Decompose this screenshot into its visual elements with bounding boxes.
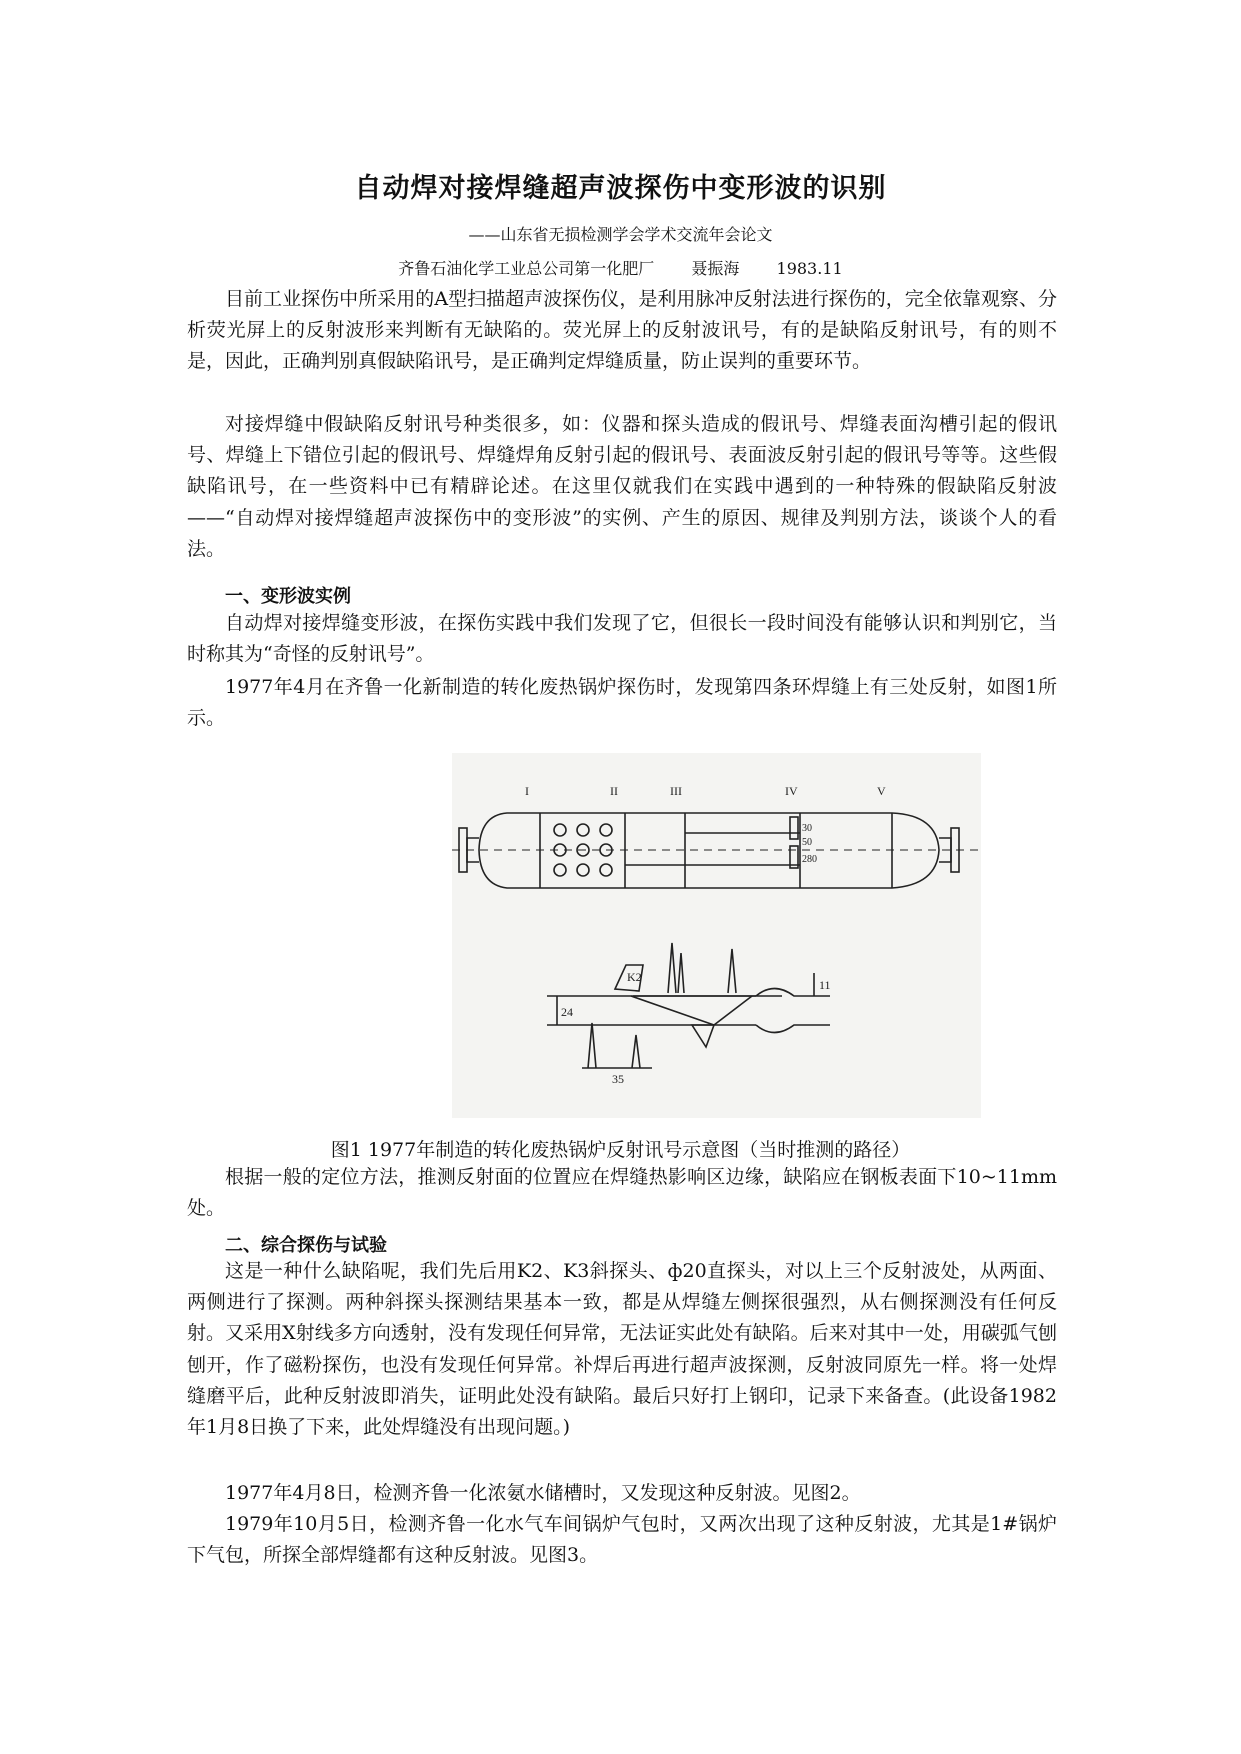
paragraph-case-ammonia: 1977年4月8日，检测齐鲁一化浓氨水储槽时，又发现这种反射波。见图2。 [225, 1482, 861, 1504]
paper-title: 自动焊对接焊缝超声波探伤中变形波的识别 [354, 173, 887, 204]
depth-label: 11 [819, 978, 831, 992]
weld-label-4: IV [785, 784, 798, 798]
author-line [0, 256, 1241, 279]
author-name: 聂振海 [691, 259, 740, 278]
paragraph-case-boiler: 1979年10月5日，检测齐鲁一化水气车间锅炉气包时，又两次出现了这种反射波，尤其是1#锅炉下气包，所探全部焊缝都有这种反射波。见图3。 [187, 1513, 1057, 1567]
weld-label-3: III [670, 784, 682, 798]
paragraph-positioning: 根据一般的定位方法，推测反射面的位置应在焊缝热影响区边缘，缺陷应在钢板表面下10~11mm处。 [187, 1166, 1057, 1220]
section-heading-1: 一、变形波实例 [225, 586, 351, 607]
paragraph-case-1977: 1977年4月在齐鲁一化新制造的转化废热锅炉探伤时，发现第四条环焊缝上有三处反射，如图1所示。 [187, 676, 1057, 730]
dim-label-30: 30 [802, 823, 812, 834]
section-heading-2: 二、综合探伤与试验 [225, 1235, 387, 1256]
weld-label-5: V [877, 784, 886, 798]
paper-subtitle: ——山东省无损检测学会学术交流年会论文 [468, 225, 773, 244]
publication-date: 1983.11 [776, 259, 843, 278]
paragraph-false-signals: 对接焊缝中假缺陷反射讯号种类很多，如：仪器和探头造成的假讯号、焊缝表面沟槽引起的假讯号、焊缝上下错位引起的假讯号、焊缝焊角反射引起的假讯号、表面波反射引起的假讯号等等。这些假缺陷讯号，在一些资料中已有精辟论述。在这里仅就我们在实践中遇到的一种特殊的假缺陷反射波——“自动焊对接焊缝超声波探伤中的变形波”的实例、产生的原因、规律及判别方法，谈谈个人的看法。 [187, 413, 1057, 560]
paragraph-deform-wave: 自动焊对接焊缝变形波，在探伤实践中我们发现了它，但很长一段时间没有能够认识和判别它，当时称其为“奇怪的反射讯号”。 [187, 612, 1057, 666]
thickness-label: 24 [561, 1005, 573, 1019]
paragraph-intro: 目前工业探伤中所采用的A型扫描超声波探伤仪，是利用脉冲反射法进行探伤的，完全依靠观察、分析荧光屏上的反射波形来判断有无缺陷的。荧光屏上的反射波讯号，有的是缺陷反射讯号，有的则不是，因此，正确判别真假缺陷讯号，是正确判定焊缝质量，防止误判的重要环节。 [187, 288, 1057, 373]
figure-1-caption: 图1 1977年制造的转化废热锅炉反射讯号示意图（当时推测的路径） [330, 1139, 911, 1161]
weld-label-2: II [610, 784, 618, 798]
dim-label-280: 280 [802, 854, 817, 865]
dim-label-50: 50 [802, 837, 812, 848]
figure-1-diagram [452, 753, 981, 1118]
affiliation-org: 齐鲁石油化学工业总公司第一化肥厂 [398, 259, 655, 278]
probe-label: K2 [627, 970, 642, 984]
weld-label-1: I [525, 784, 529, 798]
paragraph-tests: 这是一种什么缺陷呢，我们先后用K2、K3斜探头、ф20直探头，对以上三个反射波处，从两面、两侧进行了探测。两种斜探头探测结果基本一致，都是从焊缝左侧探很强烈，从右侧探测没有任何反射。又采用X射线多方向透射，没有发现任何异常，无法证实此处有缺陷。后来对其中一处，用碳弧气刨刨开，作了磁粉探伤，也没有发现任何异常。补焊后再进行超声波探测，反射波同原先一样。将一处焊缝磨平后，此种反射波即消失，证明此处没有缺陷。最后只好打上钢印，记录下来备查。(此设备1982年1月8日换了下来，此处焊缝没有出现问题。) [187, 1260, 1057, 1439]
boiler-weld-diagram [452, 753, 981, 1118]
width-label: 35 [612, 1072, 624, 1086]
